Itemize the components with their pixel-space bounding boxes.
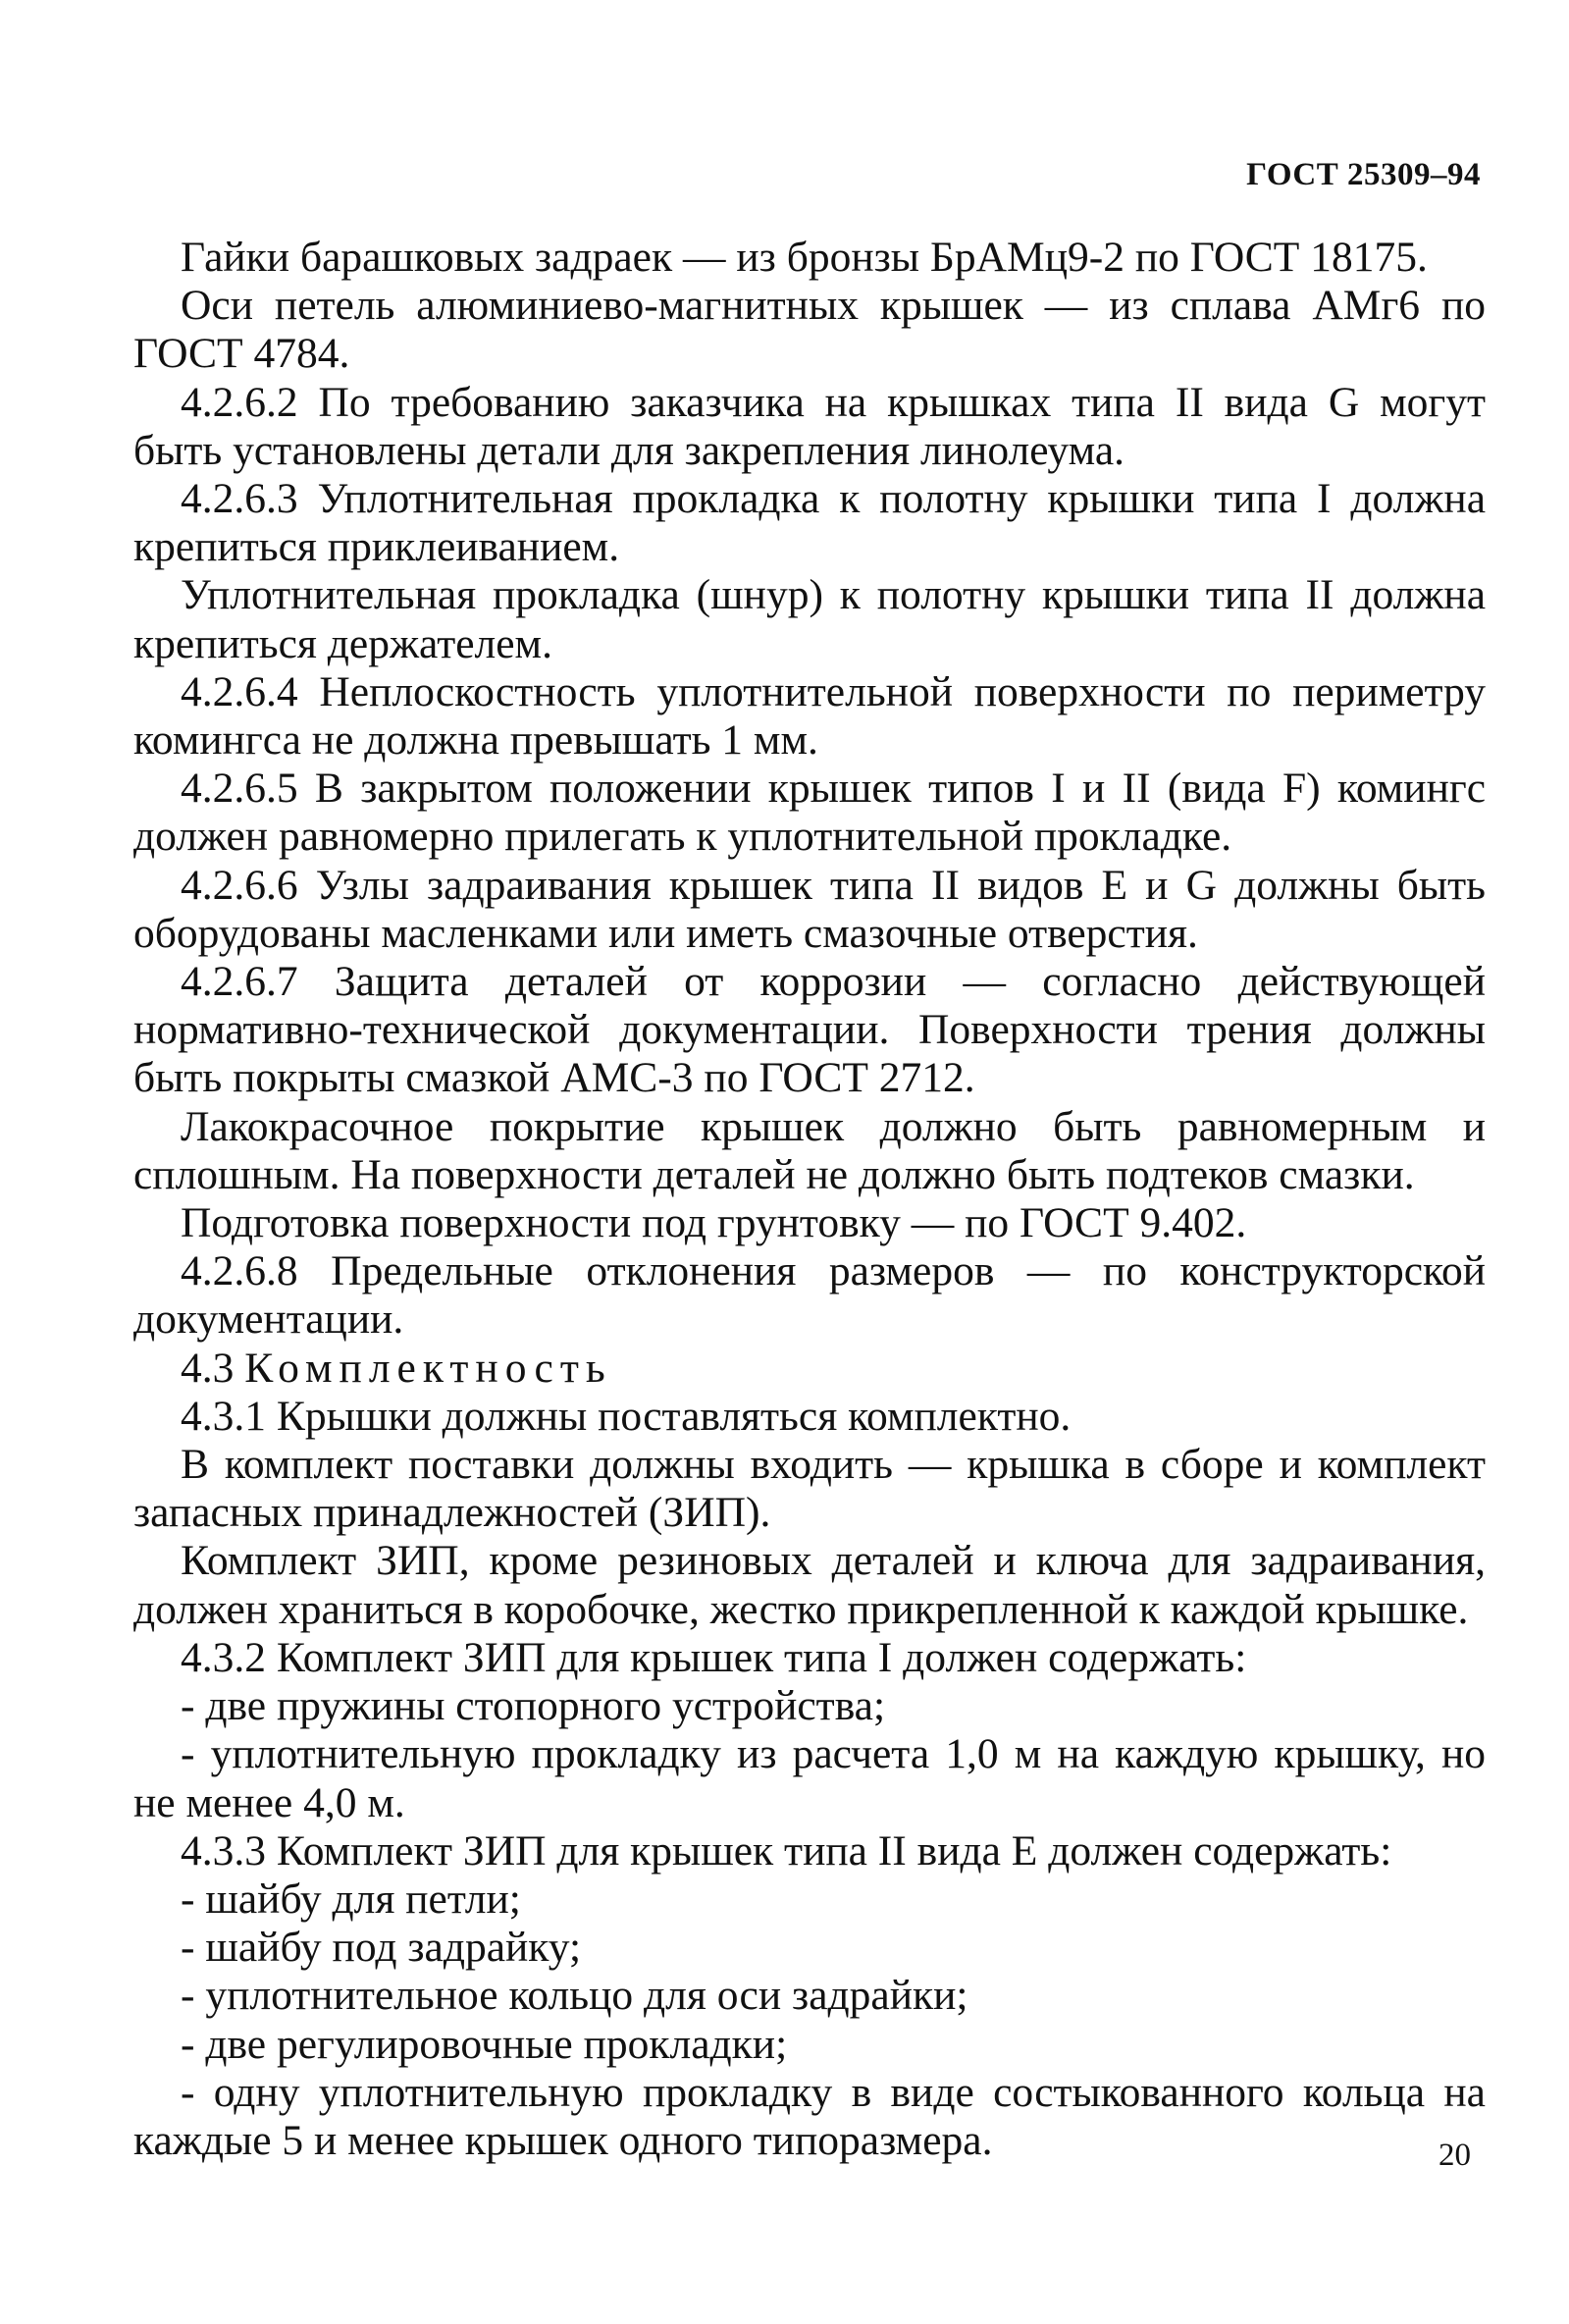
- paragraph-spare-parts-box: Комплект ЗИП, кроме резиновых деталей и ключа для задраивания, должен храниться в коробочке, жестко прикрепленной к каждой крышке.: [133, 1537, 1486, 1633]
- paragraph-4-3-2: 4.3.2 Комплект ЗИП для крышек типа I должен содержать:: [181, 1633, 1247, 1681]
- section-title: Комплектность: [244, 1344, 612, 1392]
- page-number: 20: [1438, 2138, 1471, 2173]
- list-item: - шайбу под задрайку;: [181, 1924, 582, 1972]
- document-body: [133, 234, 1486, 2165]
- paragraph-4-3-1: 4.3.1 Крышки должны поставляться комплектно.: [181, 1392, 1072, 1440]
- paragraph-delivery-set: В комплект поставки должны входить — крышка в сборе и комплект запасных принадлежностей (ЗИП).: [133, 1441, 1486, 1537]
- paragraph-4-2-6-8: 4.2.6.8 Предельные отклонения размеров — по конструкторской документации.: [133, 1247, 1486, 1344]
- list-item: - одну уплотнительную прокладку в виде состыкованного кольца на каждые 5 и менее крышек одного типоразмера.: [133, 2068, 1486, 2164]
- paragraph-hinge-axes: Оси петель алюминиево-магнитных крышек — из сплава АМг6 по ГОСТ 4784.: [133, 282, 1486, 378]
- paragraph-4-3-3: 4.3.3 Комплект ЗИП для крышек типа II вида E должен содержать:: [181, 1826, 1392, 1875]
- list-item: - уплотнительную прокладку из расчета 1,0 м на каждую крышку, но не менее 4,0 м.: [133, 1730, 1486, 1826]
- document-header: ГОСТ 25309–94: [1246, 157, 1481, 192]
- paragraph-nuts-material: Гайки барашковых задраек — из бронзы БрАМц9-2 по ГОСТ 18175.: [181, 234, 1428, 281]
- paragraph-seal-holder: Уплотнительная прокладка (шнур) к полотну крышки типа II должна крепиться держателем.: [133, 571, 1486, 667]
- list-item: - шайбу для петли;: [181, 1875, 521, 1923]
- paragraph-4-2-6-5: 4.2.6.5 В закрытом положении крышек типов I и II (вида F) комингс должен равномерно прилегать к уплотнительной прокладке.: [133, 765, 1486, 861]
- paragraph-paint-coating: Лакокрасочное покрытие крышек должно быть равномерным и сплошным. На поверхности деталей не должно быть подтеков смазки.: [133, 1102, 1486, 1198]
- list-item: - две регулировочные прокладки;: [181, 2020, 788, 2068]
- paragraph-4-2-6-6: 4.2.6.6 Узлы задраивания крышек типа II видов E и G должны быть оборудованы масленками или иметь смазочные отверстия.: [133, 861, 1486, 957]
- paragraph-4-2-6-4: 4.2.6.4 Неплоскостность уплотнительной поверхности по периметру комингса не должна превышать 1 мм.: [133, 667, 1486, 765]
- paragraph-primer-prep: Подготовка поверхности под грунтовку — по ГОСТ 9.402.: [181, 1199, 1247, 1247]
- paragraph-4-2-6-7: 4.2.6.7 Защита деталей от коррозии — согласно действующей нормативно-технической документации. Поверхности трения должны быть покрыты смазкой АМС-3 по ГОСТ 2712.: [133, 958, 1486, 1102]
- section-number: 4.3: [181, 1344, 235, 1392]
- list-item: - две пружины стопорного устройства;: [181, 1682, 886, 1730]
- list-item: - уплотнительное кольцо для оси задрайки;: [181, 1972, 968, 2020]
- section-heading: [133, 1345, 1486, 1393]
- paragraph-4-2-6-3: 4.2.6.3 Уплотнительная прокладка к полотну крышки типа I должна крепиться приклеиванием.: [133, 475, 1486, 571]
- paragraph-4-2-6-2: 4.2.6.2 По требованию заказчика на крышках типа II вида G могут быть установлены детали для закрепления линолеума.: [133, 378, 1486, 474]
